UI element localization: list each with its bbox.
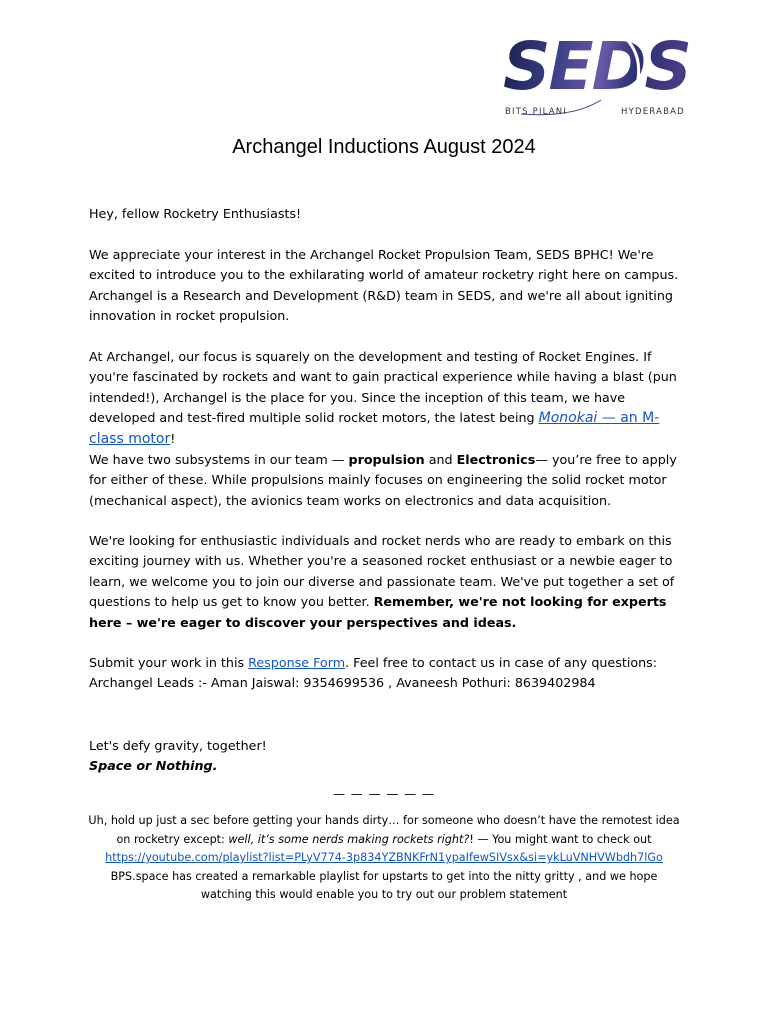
response-form-link[interactable]: Response Form xyxy=(248,655,346,670)
greeting xyxy=(89,204,689,224)
logo-caption-left: BITS PILANI xyxy=(505,107,568,117)
focus-text: At Archangel, our focus is squarely on the development and testing of Rocket Engines. If you're fascinated by rockets and want to gain practical experience while having a blast (pun intended!), Archangel is the place for you. Since the inception of this team, we have developed and test-fired multiple solid rocket motors, the latest being xyxy=(89,349,677,426)
recruitment-paragraph xyxy=(89,531,689,633)
focus-text-end: ! xyxy=(170,430,176,446)
recruitment-emphasis: Remember, we're not looking for experts here – we're eager to discover your perspectives and ideas. xyxy=(89,594,667,630)
propulsion-label: propulsion xyxy=(348,452,425,467)
closing xyxy=(89,736,689,777)
leads-contact: Archangel Leads :- Aman Jaiswal: 9354699536 , Avaneesh Pothuri: 8639402984 xyxy=(89,675,596,691)
youtube-playlist-link[interactable]: https://youtube.com/playlist?list=PLyV774-3p834YZBNKFrN1ypaIfewSIVsx&si=ykLuVNHVWbdh7lGo xyxy=(105,851,663,865)
logo-letters: SEDS xyxy=(503,32,721,102)
section-divider: — — — — — — xyxy=(332,787,436,801)
closing-line: Let's defy gravity, together! xyxy=(89,738,267,753)
footer-text: Uh, hold up just a sec before getting your hands dirty… for someone who doesn’t have the remotest idea on rocketry except: xyxy=(88,814,680,846)
intro-paragraph xyxy=(89,245,689,327)
submission-paragraph: Submit your work in this Response Form. Feel free to contact us in case of any questions: Archangel Leads :- Aman Jaiswal: 9354699536 , Avaneesh Pothuri: 8639402984 xyxy=(89,653,689,694)
footer-italic: well, it’s some nerds making rockets right? xyxy=(228,832,470,846)
greeting-text: Hey, fellow Rocketry Enthusiasts! xyxy=(89,206,302,221)
subsystems-paragraph: We have two subsystems in our team — propulsion and Electronics— you’re free to apply for either of these. While propulsions mainly focuses on engineering the solid rocket motor (mechanical aspect), the avionics team works on electronics and data acquisition. xyxy=(89,452,677,508)
seds-logo xyxy=(503,30,721,120)
electronics-label: Electronics xyxy=(456,452,536,467)
subsystems-text: We have two subsystems in our team — xyxy=(89,452,349,467)
motto: Space or Nothing. xyxy=(89,758,218,774)
submission-text: Submit your work in this xyxy=(89,655,249,670)
footer-tail: BPS.space has created a remarkable playlist for upstarts to get into the nitty gritty , and we hope watching this would enable you to try out our problem statement xyxy=(110,869,658,902)
page-title: Archangel Inductions August 2024 xyxy=(232,136,536,158)
footer-note: Uh, hold up just a sec before getting your hands dirty… for someone who doesn’t have the remotest idea on rocketry except: well, it’s some nerds making rockets right?! — You might want to check out https://youtube.com/playlist?list=PLyV774-3p834YZBNKFrN1ypaIfewSIVsx&si=ykLuVNHVWbdh7lGo BPS.space has created a remarkable playlist for upstarts to get into the nitty gritty , and we hope watching this would enable you to try out our problem statement xyxy=(84,812,684,905)
intro-text: We appreciate your interest in the Archangel Rocket Propulsion Team, SEDS BPHC! We're excited to introduce you to the exhilarating world of amateur rocketry right here on campus. Archangel is a Research and Development (R&D) team in SEDS, and we're all about igniting innovation in rocket propulsion. xyxy=(89,247,679,324)
focus-paragraph xyxy=(89,347,689,449)
recruitment-text: We're looking for enthusiastic individuals and rocket nerds who are ready to embark on this exciting journey with us. Whether you're a seasoned rocket enthusiast or a newbie eager to learn, we welcome you to join our diverse and passionate team. We've put together a set of questions to help us get to know you better. xyxy=(89,533,675,610)
logo-caption-right: HYDERABAD xyxy=(621,107,685,117)
monokai-link[interactable]: Monokai — an M-class motor xyxy=(89,410,660,447)
